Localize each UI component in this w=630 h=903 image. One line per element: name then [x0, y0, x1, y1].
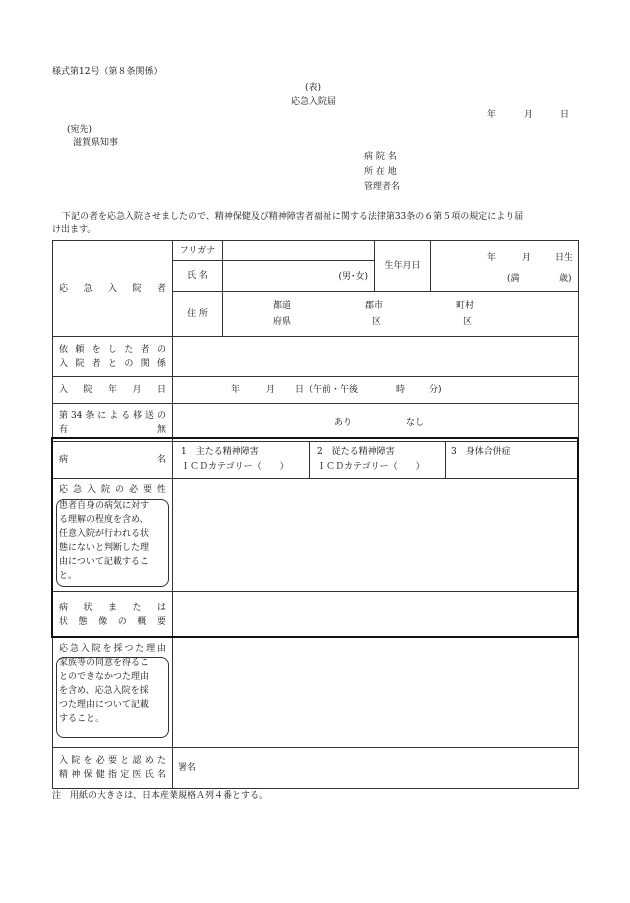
- disease-main-icd: ＩＣＤカテゴリー（ ）: [181, 462, 289, 472]
- signature-label: 署名: [178, 763, 197, 773]
- footer-note: 注 用紙の大きさは、日本産業規格Ａ列４番とする。: [52, 791, 269, 801]
- side-label: (表): [305, 83, 322, 93]
- address-label: 住 所: [173, 292, 223, 337]
- reason-note: 家族等の同意を得るこ とのできなかつた理由 を含め、応急入院を採 つた理由について記載 すること。: [59, 658, 150, 724]
- transport-yes[interactable]: あり: [334, 418, 353, 428]
- doctor-signature-field[interactable]: [173, 748, 579, 789]
- dob-month: 月: [522, 253, 532, 263]
- address-field[interactable]: [223, 292, 579, 337]
- disease-physical: 3 身体合併症: [451, 447, 511, 457]
- admission-month: 月: [266, 385, 276, 395]
- furigana-label: フリガナ: [173, 241, 223, 261]
- disease-sub-icd: ＩＣＤカテゴリー（ ）: [317, 462, 425, 472]
- dob-field[interactable]: [431, 241, 579, 292]
- address-ku-2: 区: [463, 317, 473, 327]
- address-choson: 町村: [456, 301, 475, 311]
- transport-field[interactable]: [173, 404, 579, 442]
- address-ku-1: 区: [372, 317, 382, 327]
- admission-hour: 時: [396, 385, 406, 395]
- dob-day: 日生: [555, 253, 574, 263]
- reason-label: 応急入院を採つた理由 家族等の同意を得るこ とのできなかつた理由 を含め、応急入院を採 つた理由について記載 すること。: [53, 638, 173, 748]
- disease-label: 病 名: [53, 442, 173, 479]
- disease-field[interactable]: [173, 442, 579, 479]
- necessity-note: 患者自身の病気に対す る理解の程度を含め、 任意入院が行われる状 態にないと判断した理 由について記載するこ と。: [59, 501, 150, 581]
- age-open: (満: [507, 274, 520, 284]
- date-year-label: 年: [487, 110, 497, 120]
- intro-line-1: 下記の者を応急入院させましたので、精神保健及び精神障害者福祉に関する法律第33条の６第５項の規定により届: [62, 212, 524, 222]
- dob-label: 生年月日: [375, 241, 431, 292]
- reason-field[interactable]: [173, 638, 579, 748]
- admission-date-label: 入 院 年 月 日: [53, 377, 173, 404]
- address-gun: 郡市: [365, 301, 384, 311]
- form-title: 応急入院届: [291, 97, 337, 107]
- necessity-label: 応 急 入 院 の 必 要 性 患者自身の病気に対す る理解の程度を含め、 任意入院が行われる状 態にないと判断した理 由について記載するこ と。: [53, 479, 173, 592]
- admission-year: 年: [231, 385, 241, 395]
- admission-form-table: [52, 240, 579, 789]
- address-todo: 都道: [273, 301, 292, 311]
- doctor-label: 入院を必要と認めた 精 神 保 健 指 定 医 氏 名: [53, 748, 173, 789]
- name-label: 氏 名: [173, 261, 223, 292]
- manager-label: 管理者名: [364, 182, 401, 192]
- requester-field[interactable]: [173, 337, 579, 377]
- addressee: 滋賀県知事: [73, 138, 119, 148]
- disease-sub: 2 従たる精神障害: [317, 447, 395, 457]
- admission-minute: 分): [429, 385, 442, 395]
- location-label: 所 在 地: [364, 167, 397, 177]
- furigana-field[interactable]: [223, 241, 375, 261]
- intro-line-2: け出ます。: [52, 225, 97, 235]
- requester-label: 依 頼 を し た 者 の 入 院 者 と の 関 係: [53, 337, 173, 377]
- name-field[interactable]: [223, 261, 375, 292]
- disease-main: 1 主たる精神障害: [181, 447, 259, 457]
- symptom-field[interactable]: [173, 592, 579, 638]
- admission-day: 日（午前・午後: [295, 385, 359, 395]
- hospital-name-label: 病 院 名: [364, 152, 397, 162]
- symptom-label: 病 状 ま た は 状 態 像 の 概 要: [53, 592, 173, 638]
- transport-no[interactable]: なし: [406, 418, 425, 428]
- addressee-label: (宛先): [67, 125, 93, 135]
- sex-choice: (男･女): [338, 272, 368, 282]
- form-number: 様式第12号（第８条関係）: [52, 67, 163, 77]
- transport-label: 第34条による移送の 有 無: [53, 404, 173, 442]
- admission-date-field[interactable]: [173, 377, 579, 404]
- age-close: 歳): [559, 274, 572, 284]
- date-day-label: 日: [560, 110, 570, 120]
- address-fuken: 府県: [273, 317, 292, 327]
- patient-label: 応 急 入 院 者: [53, 241, 173, 337]
- date-month-label: 月: [524, 110, 534, 120]
- dob-year: 年: [487, 253, 497, 263]
- necessity-field[interactable]: [173, 479, 579, 592]
